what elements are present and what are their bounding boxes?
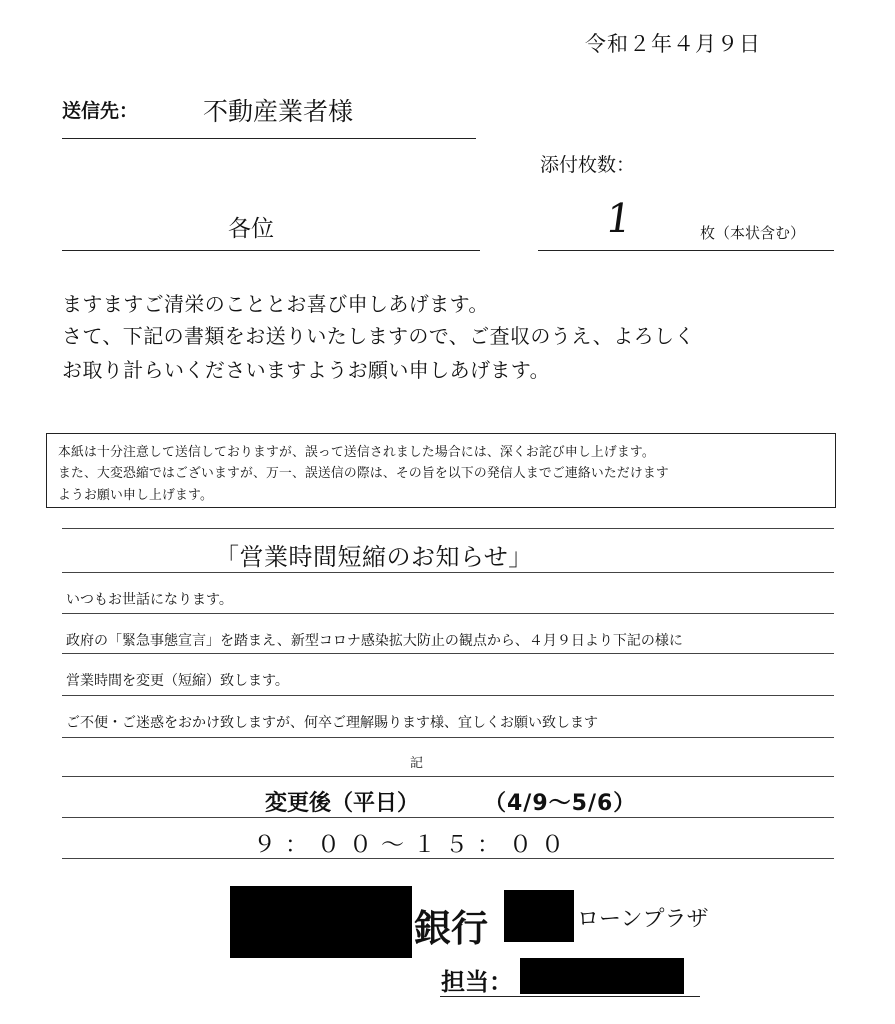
bank-word: 銀行 [414, 907, 488, 950]
document-date: 令和２年４月９日 [585, 32, 761, 56]
announcement-line: 政府の「緊急事態宣言」を踏まえ、新型コロナ感染拡大防止の観点から、４月９日より下記の様に [66, 633, 683, 649]
addressee: 各位 [228, 216, 274, 242]
rule [62, 817, 834, 818]
greeting-line: お取り計らいくださいますようお願い申しあげます。 [62, 358, 550, 382]
change-period: （4/9～5/6） [484, 791, 637, 816]
announcement-title: 「営業時間短縮のお知らせ」 [215, 543, 533, 571]
rule [62, 528, 834, 529]
notice-line: また、大変恐縮ではございますが、万一、誤送信の際は、その旨を以下の発信人までご連絡いただけます [58, 466, 669, 481]
redacted-staff-name [520, 958, 684, 994]
business-hours: ９：００～１５：００ [253, 832, 573, 858]
staff-label: 担当： [441, 968, 513, 996]
recipient-name: 不動産業者様 [203, 97, 354, 126]
attachment-underline [538, 250, 834, 251]
notice-line: ようお願い申し上げます。 [58, 488, 213, 503]
loan-plaza-label: ローンプラザ [577, 907, 709, 932]
redacted-branch-name [504, 890, 574, 942]
announcement-line: ご不便・ご迷惑をおかけ致しますが、何卒ご理解賜ります様、宜しくお願い致します [66, 715, 598, 731]
greeting-line: さて、下記の書類をお送りいたしますので、ご査収のうえ、よろしく [62, 324, 695, 348]
attachment-count-value: 1 [602, 196, 635, 242]
attachment-count-unit: 枚（本状含む） [700, 224, 806, 242]
greeting-line: ますますご清栄のこととお喜び申しあげます。 [62, 292, 489, 316]
recipient-underline [62, 138, 476, 139]
change-heading: 変更後（平日） [265, 791, 420, 816]
announcement-line: 営業時間を変更（短縮）致します。 [66, 673, 289, 689]
rule [62, 572, 834, 573]
rule [62, 858, 834, 859]
rule [62, 613, 834, 614]
redacted-bank-name [230, 886, 412, 958]
attachment-count-label: 添付枚数： [540, 154, 636, 176]
rule [62, 695, 834, 696]
rule [62, 653, 834, 654]
ki-marker: 記 [410, 756, 424, 771]
rule [62, 776, 834, 777]
staff-underline [440, 996, 700, 997]
announcement-line: いつもお世話になります。 [66, 592, 233, 608]
rule [62, 737, 834, 738]
notice-line: 本紙は十分注意して送信しておりますが、誤って送信されました場合には、深くお詫び申し上げます。 [58, 445, 655, 460]
addressee-underline [62, 250, 480, 251]
recipient-label: 送信先： [62, 100, 139, 122]
